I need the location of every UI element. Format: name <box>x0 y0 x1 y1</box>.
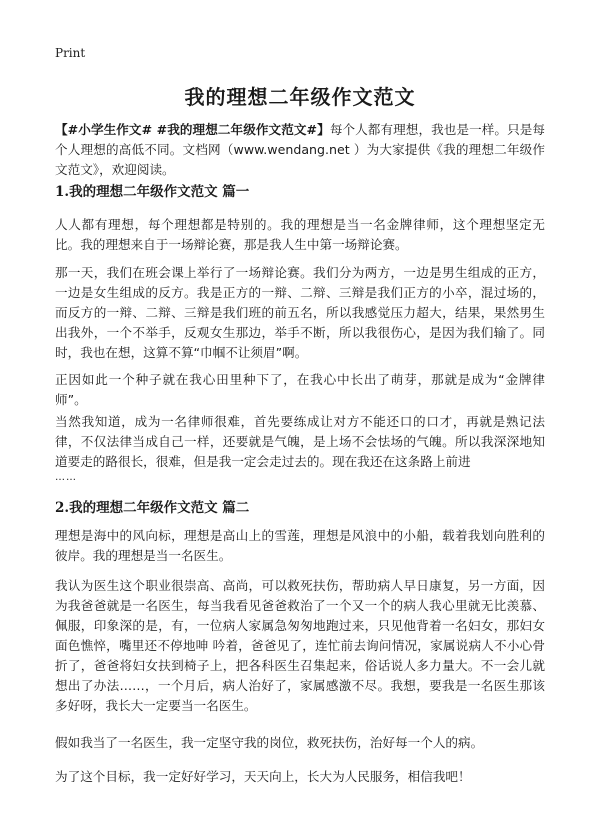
intro-tags: 【#小学生作文# #我的理想二年级作文范文#】 <box>55 122 330 137</box>
intro-text: 每个人都有理想，我也是一样。只是每个人理想的高低不同。文档网（www.wendang.net ）为大家提供《我的理想二年级作文范文》，欢迎阅读。 <box>55 122 546 177</box>
section-1-ellipsis: …… <box>55 472 77 483</box>
section-2-paragraph-4: 为了这个目标，我一定好好学习，天天向上，长大为人民服务，相信我吧！ <box>55 769 471 784</box>
page-title: 我的理想二年级作文范文 <box>184 85 416 109</box>
intro-paragraph <box>55 120 545 180</box>
section-2-paragraph-2: 我认为医生这个职业很崇高、高尚，可以救死扶伤，帮助病人早日康复，另一方面，因为我爸爸就是一名医生，每当我看见爸爸救治了一个又一个的病人我心里就无比羡慕、佩服，印象深的是，有，一位病人家属急匆匆地跑过来，只见他背着一名妇女，那妇女面色憔悴，嘴里还不停地呻 吟着，爸爸见了，连忙前去询问情况，家属说病人不小心骨折了，爸爸将妇女扶到椅子上，把各科医生召集起来，俗话说人多力量大。不一会儿就想出了办法……，一个月后，病人治好了，家属感激不尽。我想，要我是一名医生那该多好呀，我长大一定要当一名医生。 <box>55 578 545 713</box>
section-2-paragraph-3: 假如我当了一名医生，我一定坚守我的岗位，救死扶伤，治好每一个人的病。 <box>55 735 484 750</box>
section-1-paragraph-4: 当然我知道，成为一名律师很难，首先要练成让对方不能还口的口才，再就是熟记法律，不仅法律当成自己一样，还要就是气魄，是上场不会怯场的气魄。所以我深深地知道要走的路很长，很难，但是我一定会走过去的。现在我还在这条路上前进 <box>55 414 545 469</box>
section-1-paragraph-3: 正因如此一个种子就在我心田里种下了，在我心中长出了萌芽，那就是成为“金牌律师”。 <box>55 372 545 407</box>
section-heading-1: 1.我的理想二年级作文范文 篇一 <box>55 184 250 200</box>
section-1-paragraph-1: 人人都有理想，每个理想都是特别的。我的理想是当一名金牌律师，这个理想坚定无比。我的理想来自于一场辩论赛，那是我人生中第一场辩论赛。 <box>55 217 545 252</box>
print-link[interactable]: Print <box>55 46 86 60</box>
section-1-paragraph-2: 那一天，我们在班会课上举行了一场辩论赛。我们分为两方，一边是男生组成的正方，一边是女生组成的反方。我是正方的一辩、二辩、三辩是我们正方的小卒，混过场的，而反方的一辩、二辩、三辩是我们班的前五名，所以我感觉压力超大，结果，果然男生出我外，一个不举手，反观女生那边，举手不断，所以我很伤心，是因为我们输了。同时，我也在想，这算不算“巾帼不让须眉”啊。 <box>55 265 545 360</box>
section-2-paragraph-1: 理想是海中的风向标，理想是高山上的雪莲，理想是风浪中的小船，载着我划向胜利的彼岸。我的理想是当一名医生。 <box>55 528 545 563</box>
section-heading-2: 2.我的理想二年级作文范文 篇二 <box>55 500 250 516</box>
